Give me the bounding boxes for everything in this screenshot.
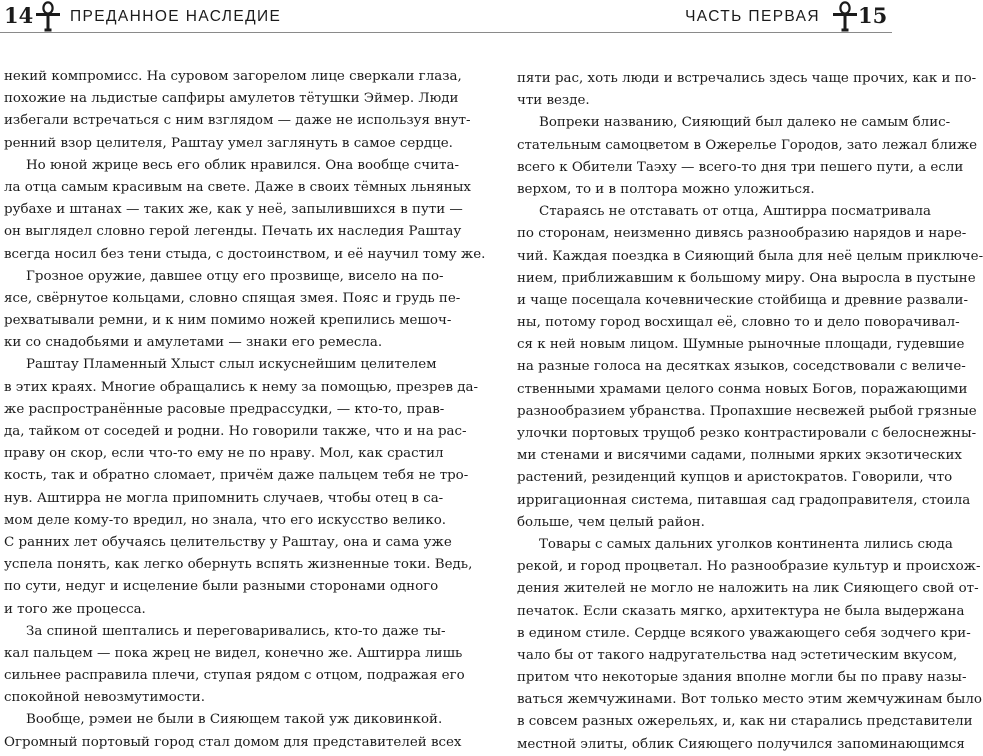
text-line: чий. Каждая поездка в Сияющий была для неё целым приключе- bbox=[517, 248, 983, 264]
text-line: ясе, свёрнутое кольцами, словно спящая змея. Пояс и грудь пе- bbox=[4, 290, 461, 306]
text-line: по сути, недуг и исцеление были разными сторонами одного bbox=[4, 579, 439, 595]
text-line: чало бы от такого надругательства над эстетическим вкусом, bbox=[517, 647, 958, 663]
right-page-text bbox=[517, 68, 983, 756]
header-rule-right bbox=[446, 32, 892, 33]
ankh-icon bbox=[34, 1, 62, 31]
text-line: успела понять, как легко обернуть вспять жизненные токи. Ведь, bbox=[4, 557, 473, 573]
text-line: больше, чем целый район. bbox=[517, 514, 705, 530]
text-line: ны, потому город восхищал её, словно то и дело поворачивал- bbox=[517, 315, 960, 331]
text-line: в едином стиле. Сердце всякого уважающего себя зодчего кри- bbox=[517, 625, 971, 641]
text-line: притом что некоторые здания вполне могли бы по праву назы- bbox=[517, 670, 967, 686]
text-line: рехватывали ремни, и к ним помимо ножей крепились мешоч- bbox=[4, 313, 452, 329]
text-line: всего к Обители Таэху — всего-то дня три пешего пути, а если bbox=[517, 159, 964, 175]
text-line: рубахе и штанах — таких же, как у неё, запылившихся в пути — bbox=[4, 202, 463, 218]
text-line: чти везде. bbox=[517, 93, 590, 109]
text-line: За спиной шептались и переговаривались, кто-то даже ты- bbox=[26, 623, 446, 639]
text-line: ваться жемчужинами. Вот только место этим жемчужинам было bbox=[517, 692, 982, 708]
text-line: ственными храмами целого сонма новых Богов, поражающими bbox=[517, 381, 968, 397]
part-title: ЧАСТЬ ПЕРВАЯ bbox=[685, 8, 820, 25]
text-line: рекой, и город процветал. Но разнообразие культур и происхож- bbox=[517, 559, 981, 575]
text-line: похожие на льдистые сапфиры амулетов тётушки Эймер. Люди bbox=[4, 91, 459, 107]
text-line: ла отца самым красивым на свете. Даже в своих тёмных льняных bbox=[4, 179, 471, 195]
text-line: ирригационная система, питавшая сад градоправителя, стоила bbox=[517, 492, 971, 508]
text-line: избегали встречаться с ним взглядом — даже не используя внут- bbox=[4, 113, 471, 129]
text-line: Огромный портовый город стал домом для представителей всех bbox=[4, 734, 462, 750]
text-line: мом деле кому-то вредил, но знала, что его искусство велико. bbox=[4, 512, 447, 528]
text-line: в совсем разных ожерельях, и, как ни старались представители bbox=[517, 714, 973, 730]
text-line: он выглядел словно герой легенды. Печать их наследия Раштау bbox=[4, 224, 462, 240]
text-line: Стараясь не отставать от отца, Аштирра посматривала bbox=[539, 204, 932, 220]
text-line: Но юной жрице весь его облик нравился. Она вообще счита- bbox=[26, 157, 459, 173]
text-line: местной элиты, облик Сияющего получился запоминающимся bbox=[517, 736, 965, 752]
text-line: Вопреки названию, Сияющий был далеко не самым блиc- bbox=[539, 115, 951, 131]
text-line: по сторонам, неизменно дивясь разнообразию нарядов и наре- bbox=[517, 226, 967, 242]
text-line: сильнее расправила плечи, ступая рядом с отцом, подражая его bbox=[4, 668, 465, 684]
text-line: улочки портовых трущоб резко контрастировали с белоснежны- bbox=[517, 426, 977, 441]
text-line: дения жителей не могло не наложить на лик Сияющего свой от- bbox=[517, 581, 979, 597]
text-line: верхом, то и в полтора можно уложиться. bbox=[517, 181, 815, 197]
text-line: С ранних лет обучаясь целительству у Раштау, она и сама уже bbox=[4, 534, 452, 550]
text-line: да, тайком от соседей и родни. Но говорили также, что и на рас- bbox=[4, 424, 467, 439]
text-line: на разные голоса на десятках языков, соседствовали с величе- bbox=[517, 359, 966, 375]
book-title: ПРЕДАННОЕ НАСЛЕДИЕ bbox=[70, 8, 282, 25]
text-line: и того же процесса. bbox=[4, 601, 146, 617]
ankh-icon bbox=[831, 1, 859, 31]
text-line: некий компромисс. На суровом загорелом лице сверкали глаза, bbox=[4, 69, 462, 84]
text-line: Грозное оружие, давшее отцу его прозвище, висело на по- bbox=[26, 268, 444, 284]
text-line: спокойной невозмутимости. bbox=[4, 690, 205, 706]
text-line: же распространённые расовые предрассудки, — кто-то, прав- bbox=[4, 401, 445, 417]
text-line: и чаще посещала кочевнические стойбища и древние развали- bbox=[517, 292, 968, 308]
text-line: пяти рас, хоть люди и встречались здесь чаще прочих, как и по- bbox=[517, 71, 977, 86]
right-page-number: 15 bbox=[858, 3, 888, 28]
text-line: кость, так и обратно сломает, причём даже пальцем тебя не тро- bbox=[4, 468, 469, 484]
text-line: кал пальцем — пока жрец не видел, конечно же. Аштирра лишь bbox=[4, 645, 463, 661]
text-line: растений, резиденций купцов и аристократов. Говорили, что bbox=[517, 470, 953, 486]
left-page-text bbox=[4, 66, 486, 754]
text-line: разнообразием убранства. Пропахшие несвежей рыбой грязные bbox=[517, 403, 977, 419]
text-line: нув. Аштирра не могла припомнить случаев, чтобы отец в са- bbox=[4, 490, 444, 506]
running-header bbox=[0, 0, 892, 34]
text-line: стательным самоцветом в Ожерелье Городов, зато лежал ближе bbox=[517, 137, 978, 153]
text-line: всегда носил без тени стыда, с достоинством, и её научил тому же. bbox=[4, 246, 486, 262]
left-page-number: 14 bbox=[4, 3, 34, 28]
text-line: ки со снадобьями и амулетами — знаки его ремесла. bbox=[4, 335, 383, 351]
text-line: ренний взор целителя, Раштау умел заглянуть в самое сердце. bbox=[4, 135, 453, 151]
text-line: ся к ней новым лицом. Шумные рыночные площади, гудевшие bbox=[517, 337, 965, 353]
text-line: ми стенами и висячими садами, полными ярких экзотических bbox=[517, 448, 962, 464]
text-line: Раштау Пламенный Хлыст слыл искуснейшим целителем bbox=[26, 357, 437, 373]
header-rule-left bbox=[0, 32, 446, 33]
text-line: Вообще, рэмеи не были в Сияющем такой уж диковинкой. bbox=[26, 712, 443, 728]
text-line: Товары с самых дальних уголков континента лились сюда bbox=[539, 536, 953, 552]
text-line: печаток. Если сказать мягко, архитектура не была выдержана bbox=[517, 603, 965, 619]
text-line: в этих краях. Многие обращались к нему за помощью, презрев да- bbox=[4, 379, 478, 395]
text-line: нием, приближавшим к большому миру. Она выросла в пустыне bbox=[517, 270, 976, 286]
text-line: праву он скор, если что-то ему не по нраву. Мол, как срастил bbox=[4, 446, 444, 462]
